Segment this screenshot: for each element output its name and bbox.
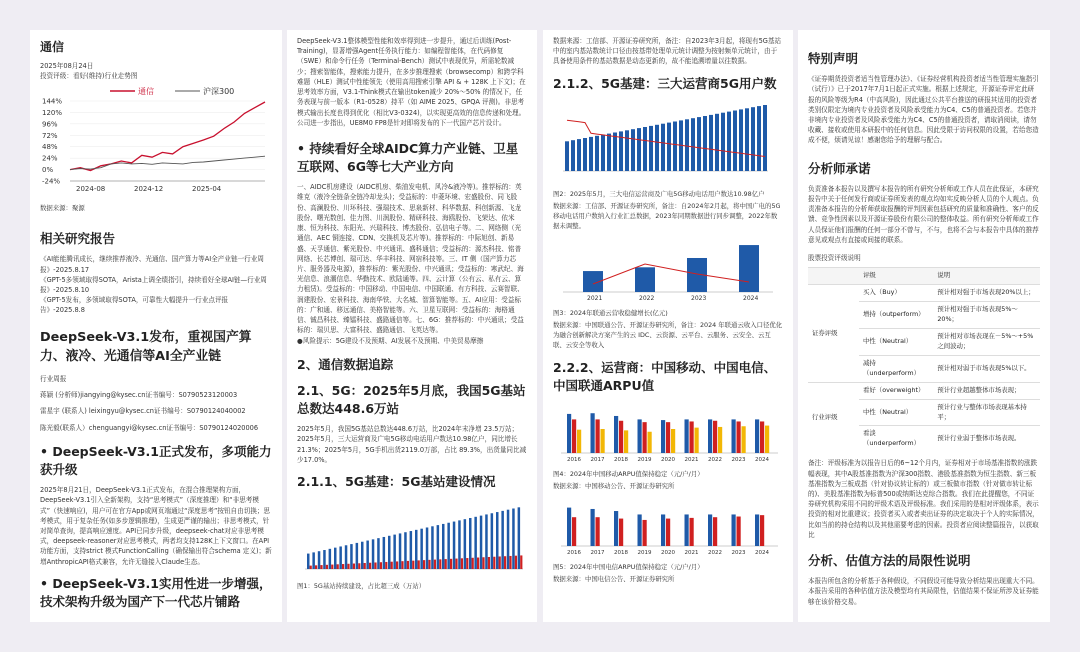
x-tick-label: 2024 bbox=[755, 456, 769, 463]
bar bbox=[703, 116, 707, 171]
fig1-caption: 图1：5G基站持续建设，占比超三成（万站） bbox=[297, 582, 426, 591]
bar bbox=[661, 420, 665, 453]
bar bbox=[671, 429, 675, 453]
bar bbox=[501, 511, 504, 569]
bar bbox=[713, 517, 717, 546]
bar-share bbox=[337, 564, 339, 569]
bar-share bbox=[358, 563, 360, 569]
y-tick-label: 72% bbox=[42, 131, 58, 140]
special-statement-heading: 特别声明 bbox=[808, 51, 859, 66]
x-tick-label: 2024-12 bbox=[134, 185, 164, 194]
bar bbox=[733, 110, 737, 171]
report-page-3 bbox=[543, 30, 793, 622]
x-tick-label: 2018 bbox=[614, 549, 628, 556]
section-heading-5g-infra: 2.1.1、5G基建：5G基站建设情况 bbox=[297, 473, 496, 489]
desc-cell: 预计相对强于市场表现20%以上； bbox=[933, 285, 1040, 302]
y-tick-label: 24% bbox=[42, 154, 58, 163]
y-tick-label: 96% bbox=[42, 120, 58, 129]
x-tick-label: 2022 bbox=[708, 456, 722, 463]
bar bbox=[763, 105, 767, 171]
bar bbox=[760, 515, 764, 546]
y-tick-label: -24% bbox=[42, 177, 61, 186]
x-tick-label: 2020 bbox=[661, 456, 675, 463]
x-tick-label: 2019 bbox=[637, 549, 652, 556]
bar bbox=[372, 539, 375, 569]
table-header: 评级 bbox=[859, 268, 933, 285]
bar bbox=[350, 544, 353, 569]
section-heading-arpu: 2.2.2、运营商：中国移动、中国电信、中国联通ARPU值 bbox=[553, 359, 777, 393]
bar bbox=[691, 118, 695, 171]
related-item[interactable]: 《AI能能腾讯成长，继续推荐液冷、光通信、国产算力等AI全产业链一行业周报》-2025.8.17 bbox=[40, 255, 264, 274]
telecom-arpu-chart bbox=[553, 494, 783, 558]
growth-line bbox=[593, 264, 749, 284]
legend-comm: 通信 bbox=[138, 87, 154, 97]
bar bbox=[567, 508, 571, 546]
fig4-source: 数据来源：中国移动公告、开源证券研究所 bbox=[553, 481, 675, 490]
related-item[interactable]: 《GPT-5多领域取得SOTA，Arista上调全绩指引，持续看好全球AI链—行业周报》-2025.8.10 bbox=[40, 275, 267, 294]
bar bbox=[567, 414, 571, 453]
desc-cell: 预计行业弱于整体市场表现。 bbox=[933, 426, 1040, 452]
x-tick-label: 2021 bbox=[684, 549, 699, 556]
x-tick-label: 2024 bbox=[743, 294, 759, 302]
bar bbox=[755, 514, 759, 546]
bar-share bbox=[461, 558, 463, 569]
bar bbox=[596, 517, 600, 546]
bar bbox=[685, 514, 689, 546]
related-heading: 相关研究报告 bbox=[40, 231, 116, 247]
bar bbox=[518, 507, 521, 569]
report-page-1 bbox=[30, 30, 282, 622]
bar bbox=[318, 551, 321, 569]
analyst-line: 雷星宇 (联系人) leixingyu@kysec.cn证书编号：S0790124040002 bbox=[40, 407, 246, 416]
x-tick-label: 2022 bbox=[639, 294, 655, 302]
bar bbox=[458, 520, 461, 569]
x-tick-label: 2025-04 bbox=[192, 185, 222, 194]
bar bbox=[607, 133, 611, 170]
bar bbox=[491, 513, 494, 569]
bar-share bbox=[396, 562, 398, 570]
bar bbox=[751, 107, 755, 171]
bar bbox=[713, 421, 717, 453]
section-heading-5g-users: 2.1.2、5G基建：三大运营商5G用户数 bbox=[553, 75, 777, 91]
bar bbox=[638, 514, 642, 546]
x-tick-label: 2022 bbox=[708, 549, 722, 556]
bar bbox=[366, 541, 369, 569]
x-tick-label: 2023 bbox=[691, 294, 707, 302]
bar-share bbox=[509, 556, 511, 569]
bar-share bbox=[353, 564, 355, 569]
bar bbox=[624, 430, 628, 453]
bar-share bbox=[369, 563, 371, 569]
unicom-cloud-chart bbox=[553, 234, 783, 304]
bar bbox=[388, 536, 391, 569]
bar bbox=[339, 547, 342, 570]
bar bbox=[643, 520, 647, 546]
bar-share bbox=[364, 563, 366, 569]
bar bbox=[631, 129, 635, 171]
bar bbox=[442, 524, 445, 569]
bar bbox=[410, 531, 413, 569]
bar bbox=[507, 510, 510, 569]
report-page-4 bbox=[798, 30, 1050, 622]
x-tick-label: 2016 bbox=[567, 549, 581, 556]
intro-paragraph: DeepSeek-V3.1整体模型性能和效率得到进一步提升，通过后训练(Post-Training)，显著增强Agent任务执行能力：如编程智能体，在代码修复（SWE）和命令行任务（Terminal-Bench）测试中表现优异，所需轮数减少；搜索智能体，搜索能力提升，在多步推理搜索（browsecomp）和跨学科难题（HLE）测试中性能领先（使用高用搜索引擎 API & + 128K 上下文)；在思考效率方面，V3.1-Think模式在输出token减少 20%～50% 的情况下，任务表现与前一版本（R1-0528）持平（如 AIME 2025、GPQA 评测)。非思考模式输出长度也得到优化（相比V3-0324)，以实现更高效的信息传递和处理。公司进一步指出，UE8M0 FP8是针对即将发布的下一代国产芯片设计。 bbox=[297, 37, 526, 127]
bar bbox=[383, 537, 386, 569]
bar-share bbox=[439, 559, 441, 569]
desc-cell: 预计相对市场表现在－5%～+5%之间波动； bbox=[933, 329, 1040, 356]
5g-paragraph: 2025年5月，我国5G基站总数达448.6万站，比2024年末净增 23.5万站；2025年5月，三大运营商及广电5G移动电话用户数达10.98亿户，同比增长21.3%；2025年5月，5G手机出货2119.0万部，占比 89.3%，出货量同比减少17.0%。 bbox=[297, 425, 527, 464]
bar-share bbox=[401, 561, 403, 569]
table-group-label: 行业评级 bbox=[808, 382, 859, 452]
bar-share bbox=[391, 562, 393, 569]
table-group-label: 证券评级 bbox=[808, 285, 859, 382]
desc-cell: 预计相对强于市场表现5%～20%； bbox=[933, 302, 1040, 329]
source-note: 数据来源：工信部、开源证券研究所，备注：自2023年3月起，将现有5G基站中的室内基站数统计口径由按基带处理单元统计调整为按射频单元统计，由于具备使用条件的基站数据是动态更新的，故不能追溯增量以往数据。 bbox=[553, 37, 782, 66]
bar-share bbox=[331, 565, 333, 569]
x-tick-label: 2016 bbox=[567, 456, 581, 463]
bar bbox=[312, 552, 315, 569]
bar bbox=[601, 134, 605, 170]
bar-share bbox=[407, 561, 409, 569]
bar bbox=[496, 512, 499, 569]
bar bbox=[637, 128, 641, 171]
bar-share bbox=[310, 566, 312, 569]
analyst-promise-text: 负责准备本报告以及撰写本报告的所有研究分析师或工作人员在此保证，本研究报告中关于任何发行商或证券所发表的观点均如实反映分析人员的个人观点。负责准备本报告的分析师获取报酬的评判因素包括研究的质量和准确性、客户的反馈、竞争性因素以及开源证券股份有限公司的整体收益。所有研究分析师或工作人员保证他们报酬的任何一部分不曾与，不与，也将不会与本报告中具体的推荐意见或观点有直接或间接的联系。 bbox=[808, 184, 1039, 244]
bar bbox=[601, 429, 605, 453]
bar-share bbox=[428, 560, 430, 569]
bar bbox=[426, 528, 429, 570]
rating-cell: 看淡（underperform） bbox=[859, 426, 933, 452]
bar bbox=[583, 138, 587, 171]
rating-cell: 中性（Neutral） bbox=[859, 329, 933, 356]
bar bbox=[638, 419, 642, 453]
bar-share bbox=[326, 565, 328, 569]
y-tick-label: 144% bbox=[42, 97, 63, 106]
related-item[interactable]: 《GPT-5发布，多领域取得SOTA，可靠性大幅提升一行业点评报告》-2025.8.8 bbox=[40, 296, 229, 315]
risk-notice: ●风险提示：5G建设不及预期、AI发展不及预期、中美贸易摩擦 bbox=[297, 336, 484, 345]
bar bbox=[739, 109, 743, 171]
bar bbox=[697, 117, 701, 171]
bar bbox=[613, 132, 617, 171]
bar bbox=[709, 115, 713, 171]
bar-share bbox=[466, 558, 468, 569]
bar-share bbox=[488, 557, 490, 569]
bar bbox=[464, 519, 467, 569]
bar-share bbox=[504, 556, 506, 569]
bar-share bbox=[450, 559, 452, 569]
x-tick-label: 2017 bbox=[590, 549, 605, 556]
bar bbox=[431, 526, 434, 569]
bar bbox=[732, 419, 736, 453]
bar bbox=[655, 125, 659, 171]
fig5-caption: 图5：2024年中国电信ARPU值保持稳定（元/户/月） bbox=[553, 563, 704, 572]
bar bbox=[737, 421, 741, 453]
bar bbox=[619, 518, 623, 545]
x-tick-label: 2018 bbox=[614, 456, 628, 463]
bar bbox=[453, 522, 456, 569]
sector-title: 通信 bbox=[40, 40, 65, 54]
bar-share bbox=[374, 563, 376, 570]
base-station-chart bbox=[297, 497, 527, 577]
bar bbox=[474, 517, 477, 569]
bar bbox=[695, 427, 699, 452]
bar bbox=[648, 432, 652, 453]
bar bbox=[571, 140, 575, 171]
bar bbox=[755, 419, 759, 453]
y-tick-label: 120% bbox=[42, 108, 63, 117]
section-heading-data: 2、通信数据追踪 bbox=[297, 356, 394, 372]
bar-share bbox=[320, 565, 322, 569]
table-header: 说明 bbox=[933, 268, 1040, 285]
bar bbox=[666, 518, 670, 545]
bar bbox=[377, 538, 380, 569]
bullet-body-1: 2025年8月21日，DeepSeek-V3.1正式发布，在混合推理架构方面，DeepSeek-V3.1引入全新架构，支持“思考模式”（深度推理）和“非思考模式”（快速响应)，用户可在官方App或网页端通过“深度思考”按钮自由切换；思考模式，用于复杂任务(如多步逻辑推理)，生成更严谨的输出；非思考模式，针对简单查询，提高响应速度。API已同步升级，deepseek-chat对应非思考模式，deepseek-reasoner对应思考模式，两者均支持128K上下文窗口。在API功能方面，支持strict 模式FunctionCalling（确保输出符合schema 定义)；新增AnthropicAPI格式兼容，允许无缝接入Claude生态。 bbox=[40, 486, 272, 566]
bar bbox=[596, 419, 600, 453]
bar bbox=[323, 550, 326, 569]
bar bbox=[718, 427, 722, 453]
bar-share bbox=[418, 560, 420, 569]
rating-line: 投资评级：看好(维持)行业走势图 bbox=[40, 71, 138, 80]
bar-share bbox=[472, 558, 474, 569]
bar-share bbox=[499, 557, 501, 570]
fig5-source: 数据来源：中国电信公告、开源证券研究所 bbox=[553, 575, 675, 584]
fig4-caption: 图4：2024年中国移动ARPU值保持稳定（元/户/月） bbox=[553, 470, 704, 479]
bar bbox=[727, 111, 731, 170]
bar bbox=[415, 530, 418, 569]
bar bbox=[661, 514, 665, 546]
fig2-source: 数据来源：工信部、开源证券研究所，备注：自2024年2月起，将中国广电的5G移动电话用户数纳入行业汇总数据，2023年同期数据进行同步调整，2022年数据未调整。 bbox=[553, 201, 781, 230]
x-tick-label: 2021 bbox=[684, 456, 699, 463]
report-type: 行业周报 bbox=[40, 374, 67, 383]
bar bbox=[485, 515, 488, 570]
x-tick-label: 2019 bbox=[637, 456, 652, 463]
bar bbox=[765, 425, 769, 452]
limitation-text: 本报告所包含的分析基于各种假设，不同假设可能导致分析结果出现重大不同。本报告采用的各种估值方法及模型均有其局限性，估值结果不保证所涉及证券能够在该价格交易。 bbox=[808, 577, 1039, 606]
report-main-title: DeepSeek-V3.1发布，重视国产算力、液冷、光通信等AI全产业链 bbox=[40, 329, 252, 364]
bar bbox=[760, 421, 764, 453]
section-heading-5g: 2.1、5G：2025年5月底，我国5G基站总数达448.6万站 bbox=[297, 382, 526, 416]
bar-share bbox=[445, 559, 447, 569]
bar bbox=[708, 419, 712, 453]
bar-share bbox=[515, 556, 517, 569]
bar-share bbox=[455, 559, 457, 569]
desc-cell: 预计行业超越整体市场表现； bbox=[933, 382, 1040, 399]
bar bbox=[757, 106, 761, 171]
bar bbox=[577, 139, 581, 171]
bar-share bbox=[342, 564, 344, 569]
bar-share bbox=[315, 565, 317, 569]
rating-cell: 增持（outperform） bbox=[859, 302, 933, 329]
bullet-heading-1: • DeepSeek-V3.1正式发布，多项能力获升级 bbox=[40, 443, 272, 477]
bar bbox=[661, 123, 665, 170]
bar bbox=[334, 548, 337, 569]
fig3-caption: 图3：2024年联通云营收稳健增长(亿元) bbox=[553, 308, 668, 317]
bar bbox=[690, 518, 694, 546]
bar-share bbox=[434, 560, 436, 569]
bar bbox=[393, 535, 396, 569]
bar bbox=[399, 534, 402, 570]
bar bbox=[437, 525, 440, 569]
bar bbox=[673, 121, 677, 171]
x-tick-label: 2020 bbox=[661, 549, 675, 556]
rating-cell: 买入（Buy） bbox=[859, 285, 933, 302]
desc-cell: 预计行业与整体市场表现基本持平； bbox=[933, 399, 1040, 426]
bullet-heading-2: • DeepSeek-V3.1实用性进一步增强，技术架构升级为国产下一代芯片铺路 bbox=[40, 575, 272, 609]
rating-cell: 减持（underperform） bbox=[859, 355, 933, 382]
bar bbox=[737, 516, 741, 545]
bar bbox=[329, 549, 332, 569]
analyst-line: 蒋颖 (分析师)jiangying@kysec.cn证书编号：S0790523120003 bbox=[40, 391, 238, 400]
rating-table bbox=[808, 267, 1040, 452]
bar bbox=[565, 141, 569, 171]
bar bbox=[715, 114, 719, 171]
limitation-heading: 分析、估值方法的局限性说明 bbox=[808, 553, 971, 569]
desc-cell: 预计相对弱于市场表现5%以下。 bbox=[933, 355, 1040, 382]
bar bbox=[649, 126, 653, 171]
y-tick-label: 48% bbox=[42, 143, 58, 152]
bar bbox=[643, 127, 647, 171]
bar bbox=[480, 516, 483, 569]
x-tick-label: 2021 bbox=[587, 294, 603, 302]
bar bbox=[721, 112, 725, 170]
rating-table-title: 股票投资评级说明 bbox=[808, 254, 861, 263]
bar bbox=[512, 509, 515, 569]
bar bbox=[307, 554, 310, 569]
bar bbox=[345, 545, 348, 569]
bar bbox=[643, 422, 647, 453]
rating-cell: 看好（overweight） bbox=[859, 382, 933, 399]
x-tick-label: 2023 bbox=[731, 549, 746, 556]
bar-share bbox=[482, 557, 484, 569]
bar-share bbox=[520, 556, 522, 570]
bar bbox=[577, 430, 581, 453]
bar bbox=[732, 514, 736, 546]
rating-note: 备注：评级标准为以报告日后的6~12个月内，证券相对于市场基准指数的涨跌幅表现，其中A股基准指数为沪深300指数、港股基准指数为恒生指数、新三板基准指数为三板成指（针对协议转让标的）或三板做市指数（针对做市转让标的)、美股基准指数为标普500或纳斯达克综合指数。我们在此提醒您，不同证券研究机构采用不同的评级术语及评级标准。我们采用的是相对评级体系，表示投资的相对比重建议；投资者买入或者卖出证券的决定取决于个人的实际情况，比如当前的持仓结构以及其他需要考虑的因素。投资者应阅读整篇报告，以获取比 bbox=[808, 459, 1039, 539]
bar-share bbox=[385, 562, 387, 569]
bar bbox=[595, 136, 599, 171]
chart-source: 数据来源：聚源 bbox=[40, 204, 85, 213]
x-tick-label: 2017 bbox=[590, 456, 605, 463]
bar bbox=[572, 517, 576, 546]
sector-performance-chart bbox=[40, 81, 272, 199]
bar-share bbox=[412, 561, 414, 569]
section-heading-industry: • 持续看好全球AIDC算力产业链、卫星互联网、6G等七大产业方向 bbox=[297, 140, 519, 175]
analyst-promise-heading: 分析师承诺 bbox=[808, 160, 871, 176]
bar bbox=[619, 421, 623, 453]
bar bbox=[614, 511, 618, 546]
bar bbox=[708, 514, 712, 546]
bar bbox=[739, 245, 759, 292]
bar-share bbox=[380, 562, 382, 569]
rating-cell: 中性（Neutral） bbox=[859, 399, 933, 426]
bar-share bbox=[477, 558, 479, 569]
bar bbox=[361, 542, 364, 569]
fig3-source: 数据来源：中国联通公告、开源证券研究所，备注：2024 年联通云收入口径优化为融合创新解决方案产生的云 IDC、云资源、云平台、云服务、云安全、云互联、云安全等收入 bbox=[553, 320, 783, 349]
mobile-arpu-chart bbox=[553, 401, 783, 465]
bar bbox=[742, 426, 746, 453]
analyst-line: 陈光毅(联系人）chenguangyi@kysec.cn证书编号：S0790124020006 bbox=[40, 423, 259, 432]
fig2-caption: 图2：2025年5月，三大电信运营商及广电5G移动电话用户数达10.98亿户 bbox=[553, 190, 765, 198]
bar bbox=[690, 421, 694, 453]
bar-share bbox=[347, 564, 349, 569]
bar-share bbox=[423, 560, 425, 569]
bar bbox=[685, 119, 689, 171]
x-tick-label: 2024-08 bbox=[76, 185, 106, 194]
bar bbox=[469, 518, 472, 569]
bar bbox=[591, 509, 595, 546]
bar bbox=[666, 422, 670, 453]
industry-paragraph: 一、AIDC机房建设（AIDC机房、柴油发电机、风冷&液冷等)。推荐标的：英维克（液冷全链条全链冷却龙头)；受益标的：申菱环境、宏盛股份、同飞股份、高澜股份、川环科技、强瑞技术、思泉新材、科华数据、科创新源、飞龙股份、曙光数创、佳力图、川润股份、精研科技、海鸥股份、飞荣达、依米康、恒为科技、东阳光、兴瑞科技、博杰股份、弘信电子等。二、网络侧（光通信、AEC 铜连接、CDN、交换机及芯片等)。推荐标的：中际旭创、新易盛、天孚通信、紫光股份、中兴通讯、盛科通信；受益标的：源杰科技、铭普网络、长芯博创、瑞可达、华丰科技、网宿科技等。三、IT 侧（国产算力芯片、服务器及电源)，推荐标的：紫光股份、中兴通讯；受益标的：寒武纪、海光信息、浪潮信息、华勤技术、欧陆通等。四、云计算（公有云、私有云、算力租赁)。受益标的：中国移动、中国电信、中国联通、有方科技、云赛智联、润建股份、宏景科技、海南华铁、大名城、智算智能等。五、AI应用：受益标的：广和通、移远通信、美格智能等。六、卫星互联网：受益标的：海格通信、铖昌科技、臻镭科技、盛路通信等。七、6G：推荐标的：中兴通讯；受益标的：瑞贝思、大富科技、盛路通信、飞英达等。 bbox=[297, 183, 524, 335]
bar bbox=[614, 416, 618, 453]
legend-hs300: 沪深300 bbox=[203, 87, 235, 97]
x-tick-label: 2023 bbox=[731, 456, 746, 463]
bar bbox=[685, 419, 689, 453]
bar bbox=[447, 523, 450, 569]
bar bbox=[572, 419, 576, 453]
bar bbox=[591, 413, 595, 453]
y-tick-label: 0% bbox=[42, 166, 54, 175]
report-date: 2025年08月24日 bbox=[40, 61, 94, 70]
report-page-2 bbox=[287, 30, 537, 622]
bar bbox=[589, 137, 593, 171]
5g-users-chart bbox=[553, 99, 783, 185]
bar bbox=[404, 532, 407, 569]
x-tick-label: 2024 bbox=[755, 549, 769, 556]
bar bbox=[635, 267, 655, 292]
bar bbox=[356, 543, 359, 569]
special-statement-text: 《证券期货投资者适当性管理办法》、《证券经营机构投资者适当性管理实施指引（试行）》已于2017年7月1日起正式实施。根据上述规定，开源证券评定此研报的风险等级为R4（中高风险)，因此通过公共平台推送的研报其适用的投资者类别仅限定为境内专业投资者及风险承受能力为C4、C5的普通投资者。若您并非境内专业投资者及风险承受能力为C4、C5的普通投资者，请取消阅读，请勿收藏、接收或使用本研报中的任何信息。因此受限于访问权限的设置，若给您造成不便，烦请见谅！感谢您给予的理解与配合。 bbox=[808, 75, 1039, 145]
bar bbox=[420, 529, 423, 569]
bar bbox=[745, 108, 749, 171]
bar bbox=[625, 130, 629, 171]
bar-share bbox=[493, 557, 495, 569]
bar bbox=[667, 122, 671, 170]
